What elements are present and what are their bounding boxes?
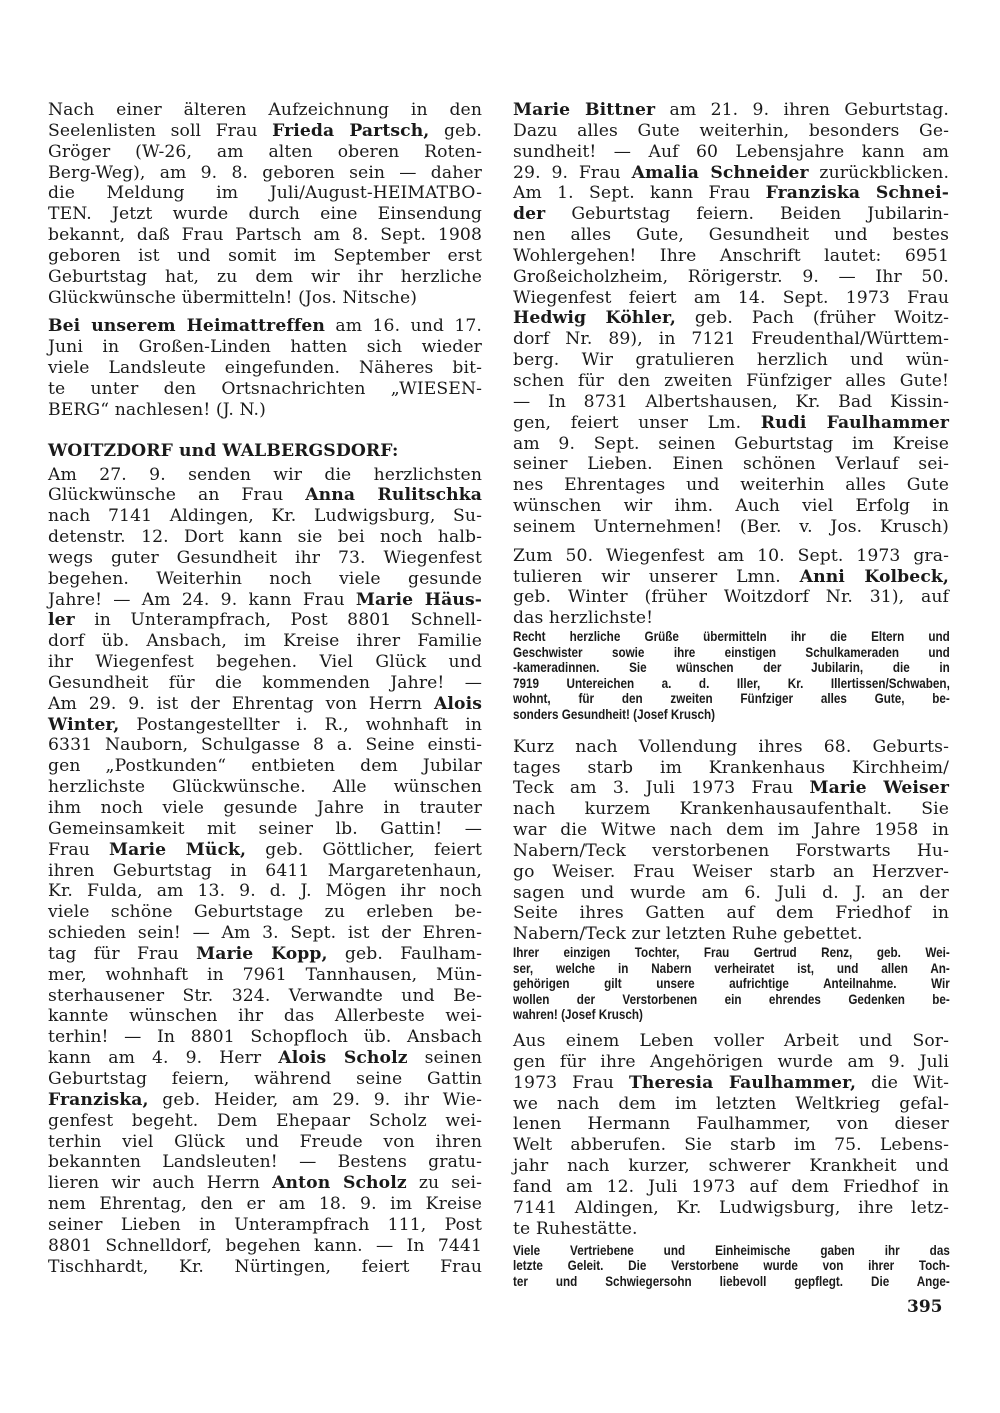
text-line: nen alles Gute, Gesundheit und bestes: [513, 225, 949, 246]
text-line: Jahre! — Am 24. 9. kann Frau Marie Häus-: [48, 589, 482, 610]
text-line: Welt abberufen. Sie starb im 75. Lebens-: [513, 1135, 949, 1156]
text-line: -kameradinnen. Sie wünschen der Jubilarin, die in: [513, 660, 950, 676]
text-line: Glückwünsche übermitteln! (Jos. Nitsche): [48, 287, 418, 308]
text-line: Ihrer einzigen Tochter, Frau Gertrud Renz, geb. Wei-: [513, 945, 950, 961]
text-line: am 9. Sept. seinen Geburtstag im Kreise: [513, 433, 949, 454]
text-line: Berg-Weg), am 9. 8. geboren sein — daher: [48, 162, 482, 183]
text-line: jahr nach kurzer, schwerer Krankheit und: [513, 1156, 949, 1177]
text-line: nach kurzem Krankenhausaufenthalt. Sie: [513, 799, 949, 820]
text-line: tag für Frau Marie Kopp, geb. Faulham-: [48, 943, 483, 964]
text-line: Nach einer älteren Aufzeichnung in den: [48, 100, 482, 120]
text-line: detenstr. 12. Dort kann sie bei noch halb-: [48, 527, 482, 548]
text-line: Gröger (W-26, am alten oberen Roten-: [48, 141, 482, 162]
text-line: we nach dem im letzten Weltkrieg gefal-: [513, 1093, 949, 1114]
text-line: kann am 4. 9. Herr Alois Scholz seinen: [48, 1048, 483, 1069]
text-line: Aus einem Leben voller Arbeit und Sor-: [513, 1031, 949, 1052]
text-line: Geschwister sowie ihre einstigen Schulkameraden und: [513, 644, 950, 660]
text-line: geboren ist und somit im September erst: [48, 245, 482, 266]
text-line: schen für den zweiten Fünfziger alles Gute!: [513, 370, 949, 391]
text-line: nach 7141 Aldingen, Kr. Ludwigsburg, Su-: [48, 506, 482, 527]
text-line: wollen der Verstorbenen ein ehrendes Gedenken be-: [513, 991, 950, 1007]
text-line: ler in Unterampfrach, Post 8801 Schnell-: [48, 610, 482, 631]
text-line: herzlichste Glückwünsche. Alle wünschen: [48, 777, 482, 798]
person-name: Marie Bittner: [513, 100, 656, 120]
text-line: Tischhardt, Kr. Nürtingen, feiert Frau: [48, 1256, 482, 1277]
person-name: Winter,: [48, 714, 120, 735]
text-line: seinem Unternehmen! (Ber. v. Jos. Krusch): [513, 516, 949, 537]
text-line: Glückwünsche an Frau Anna Rulitschka: [48, 485, 482, 506]
person-name: Marie Kopp,: [196, 943, 328, 964]
spacer: [513, 723, 949, 737]
person-name: Anna Rulitschka: [305, 485, 482, 506]
text-line: genfest begeht. Dem Ehepaar Scholz wei-: [48, 1110, 482, 1131]
left-column: [48, 100, 482, 1277]
text-line: Juni in Großen-Linden hatten sich wieder: [48, 337, 482, 358]
text-line: sagen und wurde am 6. Juli d. J. an der: [513, 882, 949, 903]
text-line: Seelenlisten soll Frau Frieda Partsch, geb.: [48, 120, 482, 141]
person-name: Marie Mück,: [108, 839, 247, 860]
text-line: gen für ihre Angehörigen wurde am 9. Juli: [513, 1051, 949, 1072]
person-name: Franziska Schnei-: [765, 183, 949, 204]
person-name: der: [513, 204, 546, 225]
text-line: Frau Marie Mück, geb. Göttlicher, feiert: [48, 839, 482, 860]
text-line: mer, wohnhaft in 7961 Tannhausen, Mün-: [48, 964, 482, 985]
text-line: Bei unserem Heimattreffen am 16. und 17.: [48, 316, 482, 337]
text-line: Marie Bittner am 21. 9. ihren Geburtstag.: [513, 100, 949, 120]
text-line: go Weiser. Frau Weiser starb an Herzver-: [513, 861, 949, 882]
person-name: Amalia Schneider: [631, 162, 809, 183]
person-name: Hedwig Köhler,: [513, 308, 677, 329]
text-line: gehörigen gilt unsere aufrichtige Anteilnahme. Wir: [513, 976, 950, 992]
text-line: 7141 Aldingen, Kr. Ludwigsburg, ihre letz-: [513, 1197, 949, 1218]
text-line: TEN. Jetzt wurde durch eine Einsendung: [48, 204, 482, 225]
text-line: lieren wir auch Herrn Anton Scholz zu sei-: [48, 1173, 482, 1194]
text-line: Teck am 3. Juli 1973 Frau Marie Weiser: [513, 778, 949, 799]
text-line: geb. Winter (früher Woitzdorf Nr. 31), auf: [513, 587, 949, 608]
text-line: Kurz nach Vollendung ihres 68. Geburts-: [513, 736, 949, 757]
text-line: Gemeinsamkeit mit seiner lb. Gattin! —: [48, 818, 482, 839]
text-line: sterhausener Str. 324. Verwandte und Be-: [48, 985, 482, 1006]
text-line: fand am 12. Juli 1973 auf dem Friedhof in: [513, 1176, 949, 1197]
note-greetings-kolbeck: [513, 629, 949, 723]
text-line: 8801 Schnelldorf, begehen kann. — In 7441: [48, 1235, 482, 1256]
person-name: Franziska,: [48, 1089, 149, 1110]
text-line: Seite ihres Gatten auf dem Friedhof in: [513, 903, 949, 924]
person-name: Anton Scholz: [272, 1173, 407, 1194]
text-line: 7919 Untereichen a. d. Iller, Kr. Illertissen/Schwaben,: [513, 675, 950, 691]
spacer: [513, 1023, 949, 1031]
article-woitzdorf-birthdays: [48, 465, 482, 1278]
text-line: gen „Postkunden“ entbieten dem Jubilar: [48, 756, 482, 777]
person-name: Marie Weiser: [809, 778, 949, 799]
text-line: terhin! — In 8801 Schopfloch üb. Ansbach: [48, 1027, 482, 1048]
text-line: kannte wünschen ihr das Allerbeste wei-: [48, 1006, 482, 1027]
person-name: Marie Häus-: [355, 589, 482, 610]
text-line: ihr Wiegenfest begehen. Viel Glück und: [48, 652, 482, 673]
text-line: ihm noch viele gesunde Jahre in trauter: [48, 798, 482, 818]
article-heimattreffen: [48, 316, 482, 420]
text-line: Hedwig Köhler, geb. Pach (früher Woitz-: [513, 308, 949, 329]
text-line: tages starb im Krankenhaus Kirchheim/: [513, 757, 949, 778]
text-line: viele schöne Geburtstage zu erleben be-: [48, 902, 482, 923]
text-line: Großeicholzheim, Rörigerstr. 9. — Ihr 50.: [513, 266, 949, 287]
person-name: Theresia Faulhammer,: [628, 1072, 857, 1093]
text-line: schieden sein! — Am 3. Sept. ist der Ehren-: [48, 923, 482, 944]
text-line: der Geburtstag feiern. Beiden Jubilarin-: [513, 204, 949, 225]
note-condolences-weiser: [513, 945, 949, 1023]
section-heading-text: WOITZDORF und WALBERGSDORF:: [48, 440, 399, 461]
text-line: wegs guter Gesundheit ihr 73. Wiegenfest: [48, 547, 482, 568]
person-name: Alois: [433, 693, 482, 714]
text-line: Am 1. Sept. kann Frau Franziska Schnei-: [513, 183, 949, 204]
person-name: Rudi Faulhammer: [760, 412, 949, 433]
text-line: berg. Wir gratulieren herzlich und wün-: [513, 350, 949, 371]
text-line: viele Landsleute eingefunden. Näheres bit-: [48, 358, 482, 379]
text-line: Winter, Postangestellter i. R., wohnhaft in: [48, 714, 482, 735]
spacer: [48, 421, 482, 441]
text-line: Wiegenfest feiert am 14. Sept. 1973 Frau: [513, 287, 949, 308]
text-line: begehen. Weiterhin noch viele gesunde: [48, 568, 482, 589]
text-line: Dazu alles Gute weiterhin, besonders Ge-: [513, 120, 949, 141]
text-line: Gesundheit für die kommenden Jahre! —: [48, 672, 482, 693]
person-name: ler: [48, 610, 75, 631]
text-line: nes Ehrentages und weiterhin alles Gute: [513, 475, 949, 496]
text-line: das herzlichste!: [513, 608, 654, 629]
text-line: Geburtstag hat, zu dem wir ihr herzliche: [48, 266, 482, 287]
text-line: 1973 Frau Theresia Faulhammer, die Wit-: [513, 1072, 949, 1093]
text-line: gen, feiert unser Lm. Rudi Faulhammer: [513, 412, 949, 433]
text-line: Recht herzliche Grüße übermitteln ihr die Eltern und: [513, 629, 950, 645]
text-line: Nabern/Teck verstorbenen Forstwarts Hu-: [513, 840, 949, 861]
text-line: nem Ehrentag, den er am 18. 9. im Kreise: [48, 1194, 482, 1215]
person-name: Alois Scholz: [278, 1048, 408, 1069]
article-anni-kolbeck: [513, 546, 949, 629]
text-line: Am 27. 9. senden wir die herzlichsten: [48, 464, 482, 485]
text-line: Franziska, geb. Heider, am 29. 9. ihr Wie-: [48, 1089, 482, 1110]
text-line: seiner Lieben. Einen schönen Verlauf sei-: [513, 454, 949, 475]
text-line: Geburtstag feiern, während seine Gattin: [48, 1068, 482, 1089]
text-line: sundheit! — Auf 60 Lebensjahre kann am: [513, 141, 949, 162]
text-line: bekannten Landsleuten! — Bestens gratu-: [48, 1152, 482, 1173]
text-line: te unter den Ortsnachrichten „WIESEN-: [48, 378, 482, 399]
obituary-marie-weiser: [513, 737, 949, 945]
text-line: te Ruhestätte.: [513, 1218, 638, 1239]
text-line: Viele Vertriebene und Einheimische gaben ihr das: [513, 1242, 950, 1258]
text-line: wohnt, für den zweiten Fünfziger alles Gute, be-: [513, 691, 950, 707]
text-line: Nabern/Teck zur letzten Ruhe gebettet.: [513, 924, 863, 945]
person-name: Anni Kolbeck,: [799, 566, 949, 587]
text-line: lenen Hermann Faulhammer, von dieser: [513, 1114, 949, 1135]
text-line: Kr. Fulda, am 13. 9. d. J. Mögen ihr noch: [48, 881, 482, 902]
text-line: Am 29. 9. ist der Ehrentag von Herrn Alois: [48, 693, 482, 714]
note-funeral-faulhammer: [513, 1243, 949, 1290]
right-column: [513, 100, 949, 1289]
person-name: Frieda Partsch,: [272, 120, 430, 141]
obituary-theresia-faulhammer: [513, 1031, 949, 1239]
article-frieda-partsch: [48, 100, 482, 308]
text-line: wünschen wir ihm. Auch viel Erfolg in: [513, 496, 949, 517]
section-heading-woitzdorf: [48, 441, 482, 462]
text-line: seiner Lieben in Unterampfrach 111, Post: [48, 1214, 482, 1235]
text-line: dorf üb. Ansbach, im Kreise ihrer Familie: [48, 631, 482, 652]
text-line: bekannt, daß Frau Partsch am 8. Sept. 1908: [48, 225, 482, 246]
text-line: die Meldung im Juli/August-HEIMATBO-: [48, 183, 482, 204]
text-line: — In 8731 Albertshausen, Kr. Bad Kissin-: [513, 391, 949, 412]
text-line: ihren Geburtstag in 6411 Margaretenhaun,: [48, 860, 482, 881]
spacer: [513, 538, 949, 546]
text-line: letzte Geleit. Die Verstorbene wurde von ihrer Toch-: [513, 1258, 950, 1274]
text-line: dorf Nr. 89), in 7121 Freudenthal/Württem-: [513, 329, 949, 350]
text-line: Wohlergehen! Ihre Anschrift lautet: 6951: [513, 245, 949, 266]
text-line: 29. 9. Frau Amalia Schneider zurückblicken.: [513, 162, 950, 183]
text-line: ter und Schwiegersohn liebevoll gepflegt. Die Ange-: [513, 1273, 950, 1289]
article-birthdays-continued: [513, 100, 949, 538]
text-line: BERG“ nachlesen! (J. N.): [48, 399, 266, 420]
text-line: Zum 50. Wiegenfest am 10. Sept. 1973 gra-: [513, 545, 949, 566]
text-line: war die Witwe nach dem im Jahre 1958 in: [513, 820, 949, 841]
text-line: sonders Gesundheit! (Josef Krusch): [513, 707, 716, 723]
text-line: ser, welche in Nabern verheiratet ist, und allen An-: [513, 960, 950, 976]
text-line: tulieren wir unserer Lmn. Anni Kolbeck,: [513, 566, 949, 587]
text-line: 6331 Nauborn, Schulgasse 8 a. Seine einsti-: [48, 735, 482, 756]
text-line: wahren! (Josef Krusch): [513, 1007, 643, 1023]
text-line: terhin viel Glück und Freude von ihren: [48, 1131, 482, 1152]
page-number: 395: [907, 1297, 943, 1317]
spacer: [48, 308, 482, 316]
person-name: Bei unserem Heimattreffen: [48, 316, 325, 337]
